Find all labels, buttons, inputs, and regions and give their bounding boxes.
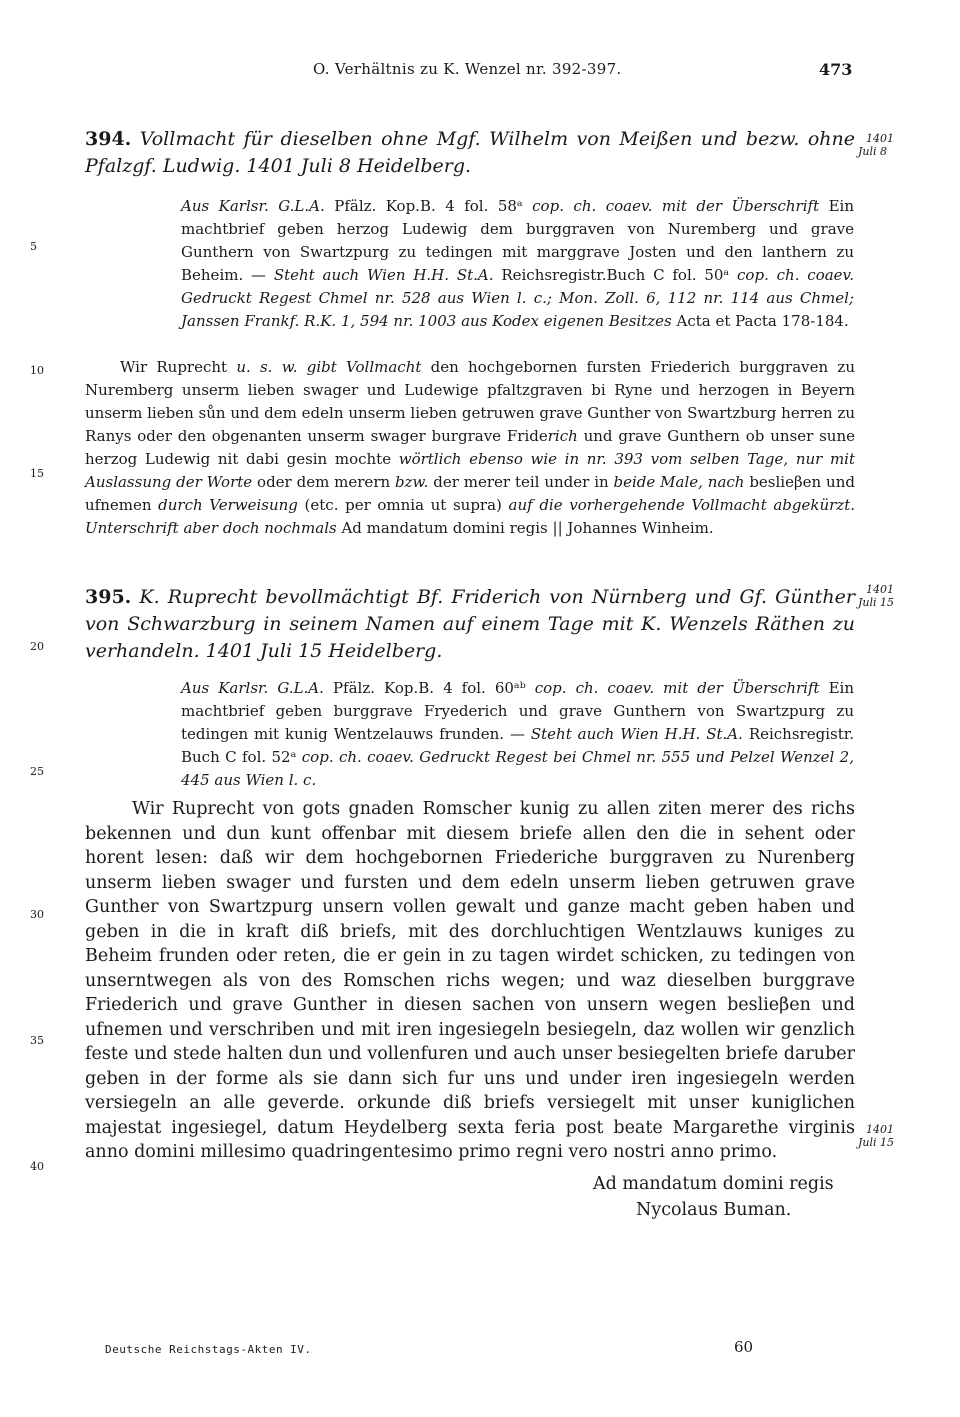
text-run: Pfälz. Kop.B. 4 fol. 60ᵃᵇ <box>323 679 535 697</box>
text-run: der merer teil under in <box>428 473 614 491</box>
text-run: bzw. <box>395 473 429 491</box>
text-run: beslieβen und ufnemen <box>85 473 855 514</box>
text-run: Pfälz. Kop.B. 4 fol. 58ᵃ <box>324 197 533 215</box>
margin-date-day: Juli 15 <box>858 1136 895 1149</box>
margin-date-day: Juli 15 <box>858 596 895 609</box>
text-run: Acta et Pacta 178-184. <box>671 312 849 330</box>
text-run: cop. ch. coaev. Gedruckt Regest Chmel nr. 528 aus Wien l. c.; Mon. Zoll. 6, 112 nr. 114 aus Chmel; Janssen Frankf. R.K. 1, 594 nr. 1003 aus Kodex eigenen Besitzes <box>181 266 855 330</box>
entry-394-sources <box>181 195 854 333</box>
text-run: wörtlich ebenso wie in nr. 393 vom selben Tage, nur mit Auslassung der Worte <box>85 450 855 491</box>
running-head-title: O. Verhältnis zu K. Wenzel nr. 392-397. <box>313 60 622 78</box>
entry-394-heading <box>85 126 855 180</box>
line-number: 20 <box>30 640 44 653</box>
margin-date-year: 1401 <box>866 583 894 596</box>
text-run: cop. ch. coaev. mit der Überschrift <box>532 197 820 215</box>
text-run: — Steht auch Wien H.H. St.A. <box>509 725 743 743</box>
line-number: 5 <box>30 240 37 253</box>
line-number: 25 <box>30 765 44 778</box>
text-run: u. s. w. gibt Vollmacht <box>236 358 422 376</box>
entry-395-body: Wir Ruprecht von gots gnaden Romscher kunig zu allen ziten merer des richs bekennen und dun kunt offenbar mit diesem briefe allen den die in sehent oder horent lesen: daß wir dem hochgebornen Friederiche burggraven zu Nurenberg unserm lieben swager und fursten und dem edeln unserm lieben getruwen grave Gunther von Swartzpurg unsern vollen gewalt und ganze macht geben haben und geben in die in kraft diß briefs, mit des dorchluchtigen Wentzlauws kuniges zu Beheim frunden oder reten, die er gein in zu tagen wirdet schicken, zu tedingen von unserntwegen als von des Romschen richs wegen; und waz dieselben burggrave Friederich und grave Gunther in diesen sachen von unsern wegen beslieβen und ufnemen und verschriben und mit iren ingesiegeln besiegeln, daz wollen wir genzlich feste und stede halten dun und vollenfuren und auch unser besiegelten briefe daruber geben in der forme als sie dann sich fur uns und under iren ingesiegeln werden versiegeln an alle geverde. orkunde diß briefs versiegelt mit unser kuniglichen majestat ingesiegel, datum Heydelberg sexta feria post beate Margarethe virginis anno domini millesimo quadringentesimo primo regni vero nostri anno primo. <box>85 799 855 1162</box>
text-run: Aus Karlsr. G.L.A. <box>181 679 324 697</box>
text-run: (etc. per omnia ut supra) <box>297 496 509 514</box>
running-head <box>0 60 960 84</box>
text-run: Aus Karlsr. G.L.A. <box>181 197 325 215</box>
entry-395-number: 395. <box>85 586 132 608</box>
line-number: 15 <box>30 467 44 480</box>
margin-date-day: Juli 8 <box>858 145 888 158</box>
closing-line-1: Ad mandatum domini regis <box>593 1174 834 1194</box>
text-run: — Steht auch Wien H.H. St.A. <box>251 266 494 284</box>
text-run: durch Verweisung <box>158 496 298 514</box>
text-run: Reichsregistr.Buch C fol. 50ᵃ <box>493 266 738 284</box>
line-number: 30 <box>30 908 44 921</box>
entry-395-heading <box>85 584 855 665</box>
line-number: 35 <box>30 1034 44 1047</box>
text-run: auf die vorhergehende Vollmacht abgekürzt. Unterschrift aber doch nochmals <box>85 496 855 537</box>
entry-394-summary <box>85 356 855 540</box>
margin-date-year: 1401 <box>866 132 894 145</box>
text-run: cop. ch. coaev. mit der Überschrift <box>534 679 820 697</box>
line-number: 10 <box>30 364 44 377</box>
text-run: den hochgebornen fursten Friederich burggraven zu Nuremberg unserm lieben swager und Ludewige pfaltzgraven bi Ryne und herzogen in Beyern unserm lieben sůn und dem edeln unserm lieben getruwen grave Gunther von Swartzburg herren zu Ranys oder den obgenanten unserm swager burgrave Fride <box>85 358 855 445</box>
page-number: 473 <box>819 60 853 79</box>
text-run: Ein machtbrief geben burggrave Fryederich und grave Gunthern von Swartzpurg zu tedingen mit kunig Wentzelauws frunden. <box>181 679 854 743</box>
entry-395-title: K. Ruprecht bevollmächtigt Bf. Friderich von Nürnberg und Gf. Günther von Schwarzburg in seinem Namen auf einem Tage mit K. Wenzels Räthen zu verhandeln. 1401 Juli 15 Heidelberg. <box>85 586 855 662</box>
text-run: rich <box>547 427 578 445</box>
text-run: beide Male, nach <box>613 473 745 491</box>
footer-signature: 60 <box>734 1338 754 1356</box>
margin-date-year: 1401 <box>866 1123 894 1136</box>
text-run: Reichsregistr. Buch C fol. 52ᵃ <box>181 725 855 766</box>
footer-series: Deutsche Reichstags-Akten IV. <box>105 1343 312 1356</box>
closing-signature <box>593 1171 853 1223</box>
entry-395-margin-date <box>858 583 928 609</box>
entry-394-margin-date <box>858 132 928 158</box>
text-run: cop. ch. coaev. Gedruckt Regest bei Chmel nr. 555 und Pelzel Wenzel 2, 445 aus Wien l. c. <box>181 748 854 789</box>
text-run: oder dem merern <box>252 473 396 491</box>
closing-line-2: Nycolaus Buman. <box>636 1200 792 1220</box>
text-run: Ein machtbrief geben herzog Ludewig dem burggraven von Nuremberg und grave Gunthern von Swartzpurg zu tedingen mit marggrave Josten und den lanthern zu Beheim. <box>181 197 854 284</box>
text-run: Ad mandatum domini regis || Johannes Winheim. <box>336 519 714 537</box>
entry-395-margin-date-2 <box>858 1123 928 1149</box>
entry-395-sources <box>181 677 854 792</box>
line-number: 40 <box>30 1160 44 1173</box>
text-run: Wir Ruprecht <box>120 358 237 376</box>
entry-394-title: Vollmacht für dieselben ohne Mgf. Wilhelm von Meißen und bezw. ohne Pfalzgf. Ludwig. 1401 Juli 8 Heidelberg. <box>85 128 855 177</box>
entry-394-number: 394. <box>85 128 132 150</box>
text-run: und grave Gunthern ob unser sune herzog Ludewig nit dabi gesin mochte <box>85 427 855 468</box>
